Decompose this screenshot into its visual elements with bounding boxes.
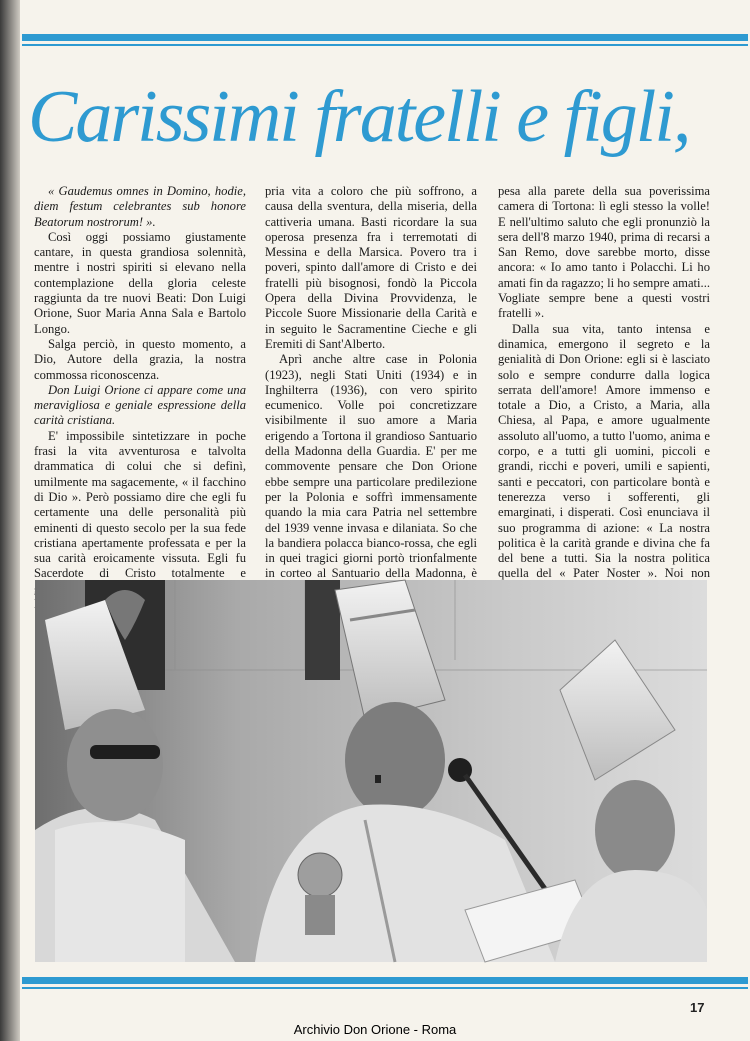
headline: Carissimi fratelli e figli,: [28, 76, 690, 158]
text-column-3: [498, 184, 710, 581]
ceremony-photo: [35, 580, 707, 962]
adjacent-page-edge: [0, 0, 20, 1041]
magazine-page: [20, 0, 750, 1041]
paragraph: Don Luigi Orione ci appare come una meravigliosa e geniale espressione della carità cristiana.: [34, 382, 246, 428]
page-number: 17: [690, 1000, 705, 1015]
archive-footer: Archivio Don Orione - Roma: [293, 1022, 457, 1037]
paragraph: « Gaudemus omnes in Domino, hodie, diem festum celebrantes sub honore Beatorum nostrorum! ».: [34, 184, 246, 229]
paragraph: pesa alla parete della sua poverissima camera di Tortona: lì egli stesso la volle! E nell'ultimo saluto che egli pronunziò la sera dell'8 marzo 1940, prima di recarsi a San Remo, dove sarebbe morto, disse ancora: « Io amo tanto i Polacchi. Li ho amati fin da ragazzo; li ho sempre amati... Vogliate sempre bene a questi vostri fratelli ».: [498, 184, 710, 321]
top-blue-rule: [22, 34, 748, 46]
text-column-2: [265, 184, 477, 581]
paragraph: pria vita a coloro che più soffrono, a causa della sventura, della miseria, della cattiveria umana. Basti ricordare la sua operosa presenza fra i terremotati di Messina e della Marsica. Povero tra i poveri, spinto dall'amore di Cristo e dei fratelli più bisognosi, fondò la Piccola Opera della Divina Provvidenza, le Piccole Suore Missionarie della Carità e in seguito le Sacramentine Cieche e gli Eremiti di Sant'Alberto.: [265, 184, 477, 351]
text-column-1: [34, 184, 246, 581]
paragraph: E' impossibile sintetizzare in poche frasi la vita avventurosa e talvolta drammatica di colui che si definì, umilmente ma sagacemente, « il facchino di Dio ». Però possiamo dire che egli fu certamente una delle personalità più eminenti di questo secolo per la sua fede cristiana apertamente professata e per la sua carità eroicamente vissuta. Egli fu Sacerdote di Cristo totalmente e: [34, 428, 246, 581]
paragraph: Così oggi possiamo giustamente cantare, in questa grandiosa solennità, mentre i nostri spiriti si elevano nella contemplazione della gloria celeste raggiunta da tre nuovi Beati: Don Luigi Orione, Suor Maria Anna Sala e Bartolo Longo.: [34, 229, 246, 336]
bottom-blue-rule: [22, 977, 748, 989]
paragraph: Salga perciò, in questo momento, a Dio, Autore della grazia, la nostra commossa riconoscenza.: [34, 336, 246, 382]
paragraph: Aprì anche altre case in Polonia (1923), negli Stati Uniti (1934) e in Inghilterra (1936), con vero spirito ecumenico. Volle poi concretizzare visibilmente il suo amore a Maria erigendo a Tortona il grandioso Santuario della Madonna della Guardia. E' per me commovente pensare che Don Orione ebbe sempre una particolare predilezione per la Polonia e soffrì immensamente quando la mia cara Patria nel settembre del 1939 venne invasa e dilaniata. So che la bandiera polacca bianco-rossa, che egli in quei tragici giorni portò trionfalmente in corteo al Santuario della Madonna, è: [265, 352, 477, 581]
paragraph: Dalla sua vita, tanto intensa e dinamica, emergono il segreto e la genialità di Don Orione: egli si è lasciato solo e sempre condurre dalla logica serrata dell'amore! Amore immenso e totale a Dio, a Cristo, a Maria, alla Chiesa, al Papa, e amore ugualmente assoluto all'uomo, a tutto l'uomo, anima e corpo, e a tutti gli uomini, piccoli e grandi, ricchi e poveri, umili e sapienti, santi e peccatori, con particolare bontà e tenerezza verso i sofferenti, gli emarginati, i disperati. Così enunciava il suo programma di azione: « La nostra politica è la carità grande e divina che fa del bene a tutti. Sia la nostra politica quella del « Pater Noster ». Noi non: [498, 321, 710, 581]
